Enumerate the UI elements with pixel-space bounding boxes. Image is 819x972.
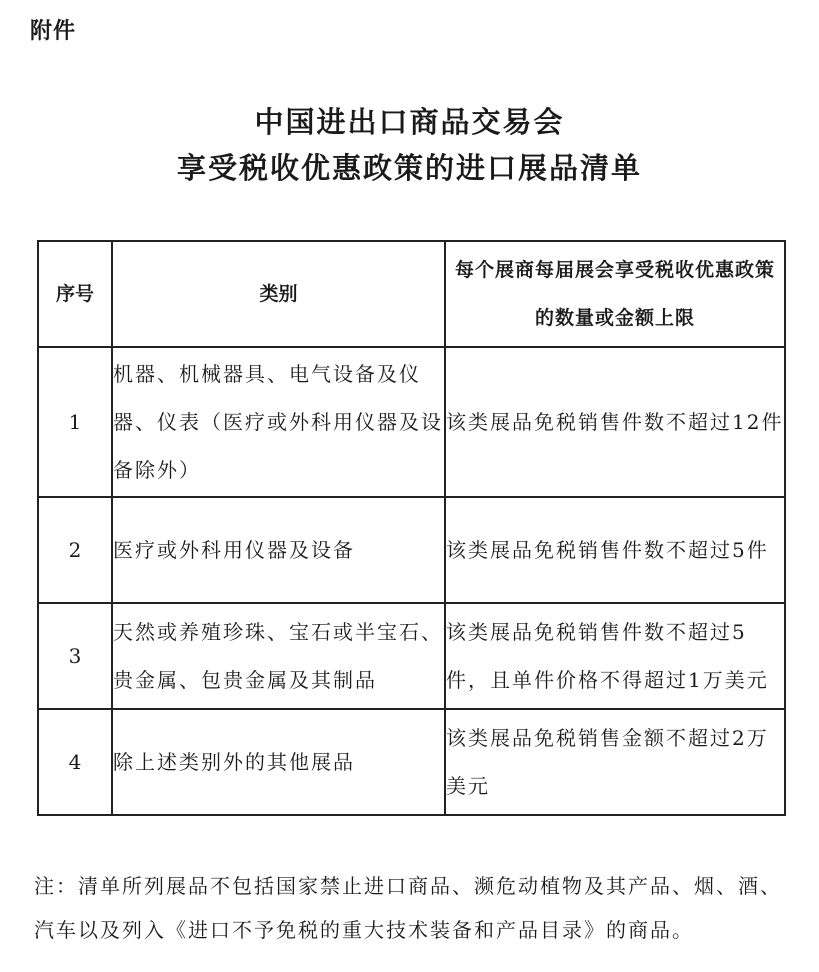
row-limit: 该类展品免税销售件数不超过5件 [445, 497, 785, 603]
row-category: 除上述类别外的其他展品 [112, 709, 445, 815]
table-row [38, 709, 785, 815]
attachment-label: 附件 [30, 19, 77, 44]
exhibit-list-table [37, 240, 786, 816]
row-seq: 4 [38, 709, 112, 815]
header-limit: 每个展商每届展会享受税收优惠政策的数量或金额上限 [445, 241, 785, 347]
row-category: 天然或养殖珍珠、宝石或半宝石、贵金属、包贵金属及其制品 [112, 603, 445, 709]
row-category: 医疗或外科用仪器及设备 [112, 497, 445, 603]
row-seq: 2 [38, 497, 112, 603]
row-limit: 该类展品免税销售件数不超过12件 [445, 347, 785, 497]
table-row [38, 497, 785, 603]
page-title-line-2: 享受税收优惠政策的进口展品清单 [176, 151, 642, 185]
row-seq: 3 [38, 603, 112, 709]
row-category: 机器、机械器具、电气设备及仪器、仪表（医疗或外科用仪器及设备除外） [112, 347, 445, 497]
table-row [38, 603, 785, 709]
table-header-row [38, 241, 785, 347]
row-limit: 该类展品免税销售金额不超过2万美元 [445, 709, 785, 815]
row-seq: 1 [38, 347, 112, 497]
row-limit: 该类展品免税销售件数不超过5件，且单件价格不得超过1万美元 [445, 603, 785, 709]
table-row [38, 347, 785, 497]
header-seq: 序号 [38, 241, 112, 347]
page-title-line-1: 中国进出口商品交易会 [254, 105, 565, 139]
header-category: 类别 [112, 241, 445, 347]
footnote: 注：清单所列展品不包括国家禁止进口商品、濒危动植物及其产品、烟、酒、汽车以及列入《进口不予免税的重大技术装备和产品目录》的商品。 [34, 874, 782, 942]
